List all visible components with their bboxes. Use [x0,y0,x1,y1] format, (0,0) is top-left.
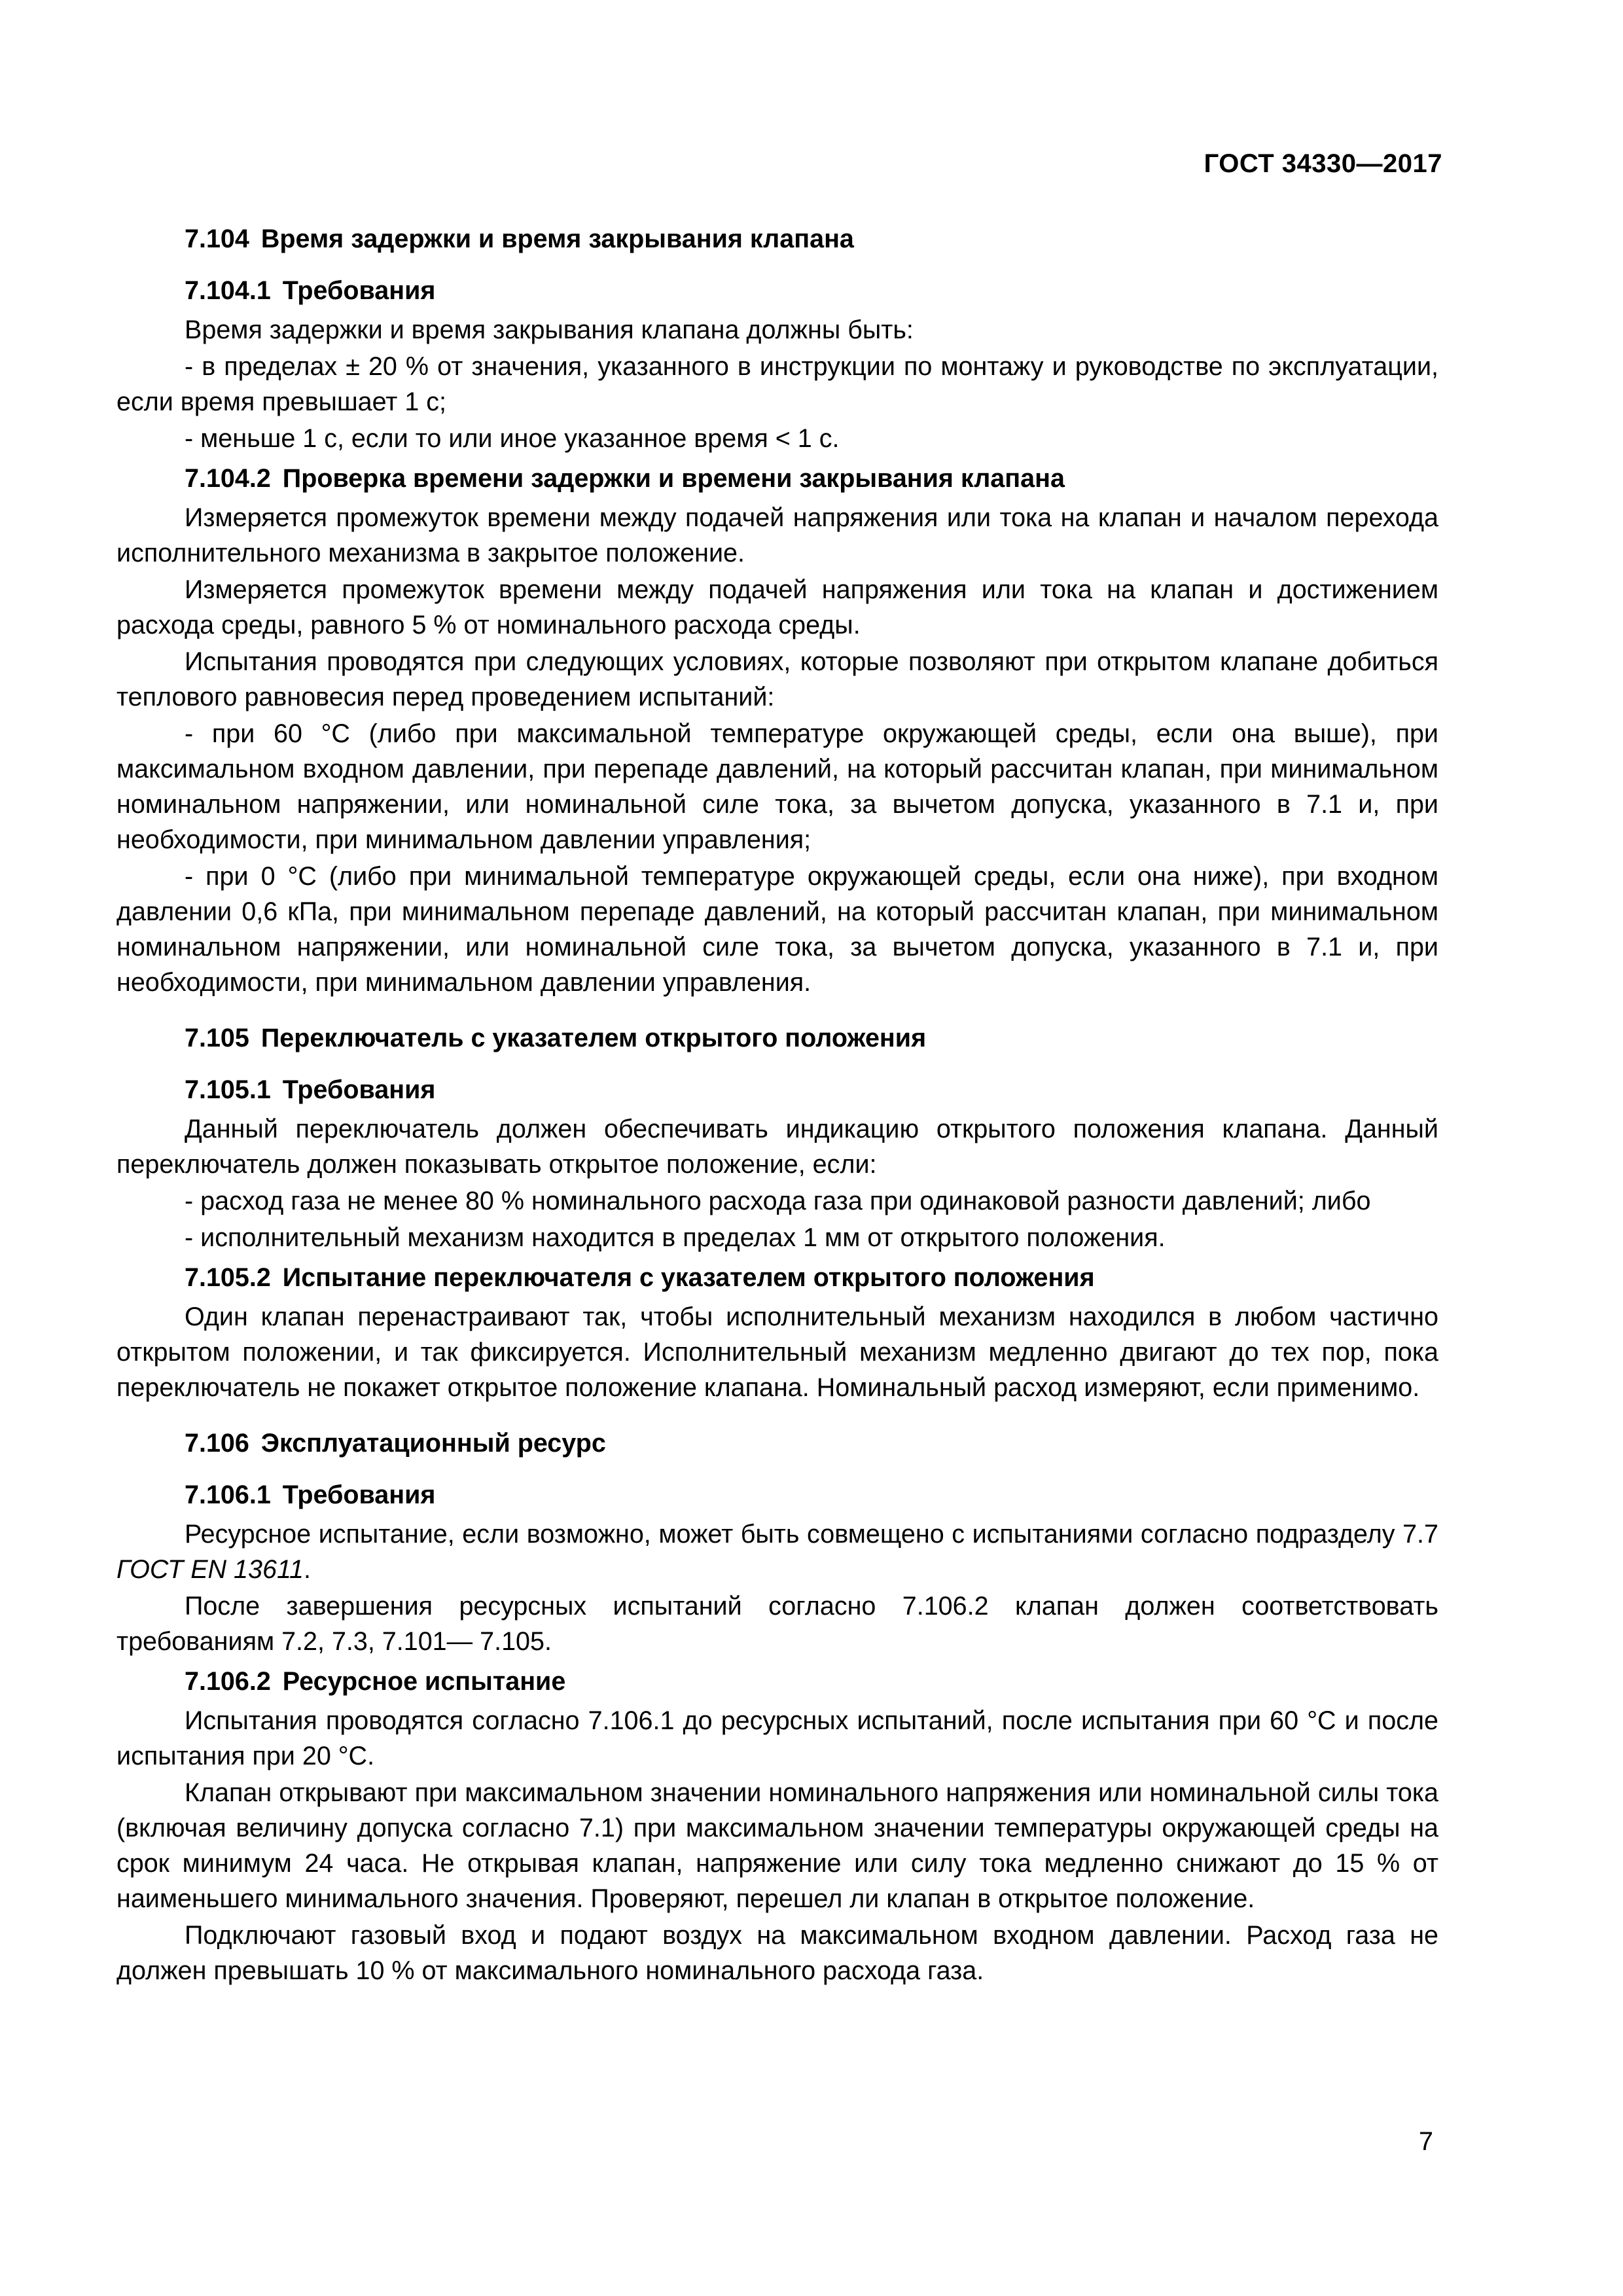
section-number: 7.105 [185,1024,249,1052]
paragraph: - при 60 °С (либо при максимальной температуре окружающей среды, если она выше), при максимальном входном давлении, при перепаде давлений, на который рассчитан клапан, при минимальном номинальном напряжении, или номинальной силе тока, за вычетом допуска, указанного в 7.1 и, при необходимости, при минимальном давлении управления; [116,719,1438,854]
subsection-heading-7-106-1 [116,1477,1438,1513]
paragraph: Данный переключатель должен обеспечивать индикацию открытого положения клапана. Данный переключатель должен показывать открытое положение, если: [116,1115,1438,1179]
paragraph: Испытания проводятся согласно 7.106.1 до ресурсных испытаний, после испытания при 60 °С и после испытания при 20 °С. [116,1706,1438,1770]
document-code-header: ГОСТ 34330—2017 [1204,149,1442,178]
paragraph: Один клапан перенастраивают так, чтобы исполнительный механизм находился в любом частично открытом положении, и так фиксируется. Исполнительный механизм медленно двигают до тех пор, пока переключатель не покажет открытое положение клапана. Номинальный расход измеряют, если применимо. [116,1302,1438,1402]
subsection-title: Требования [282,276,436,305]
section-heading-7-105 [116,1020,1438,1056]
paragraph: После завершения ресурсных испытаний согласно 7.106.2 клапан должен соответствовать требованиям 7.2, 7.3, 7.101— 7.105. [116,1592,1438,1656]
subsection-number: 7.104.2 [185,464,271,493]
subsection-heading-7-105-2 [116,1260,1438,1295]
section-number: 7.106 [185,1429,249,1458]
paragraph: - при 0 °С (либо при минимальной температуре окружающей среды, если она ниже), при входном давлении 0,6 кПа, при минимальном перепаде давлений, на который рассчитан клапан, при минимальном номинальном напряжении, или номинальной силе тока, за вычетом допуска, указанного в 7.1 и, при необходимости, при минимальном давлении управления. [116,862,1438,997]
subsection-title: Требования [282,1480,436,1509]
subsection-heading-7-105-1 [116,1072,1438,1107]
section-title: Переключатель с указателем открытого положения [260,1024,927,1052]
paragraph [116,1516,1438,1587]
subsection-title: Ресурсное испытание [282,1667,566,1696]
subsection-number: 7.106.1 [185,1480,271,1509]
subsection-heading-7-104-1 [116,273,1438,308]
paragraph: Измеряется промежуток времени между подачей напряжения или тока на клапан и достижением расхода среды, равного 5 % от номинального расхода среды. [116,575,1438,639]
paragraph: Время задержки и время закрывания клапана должны быть: [185,315,914,344]
section-title: Время задержки и время закрывания клапана [260,224,854,253]
standard-reference: ГОСТ EN 13611 [116,1555,304,1584]
paragraph: Клапан открывают при максимальном значении номинального напряжения или номинальной силы тока (включая величину допуска согласно 7.1) при максимальном значении температуры окружающей среды на срок минимум 24 часа. Не открывая клапан, напряжение или силу тока медленно снижают до 15 % от наименьшего минимального значения. Проверяют, перешел ли клапан в открытое положение. [116,1778,1438,1913]
paragraph: Измеряется промежуток времени между подачей напряжения или тока на клапан и началом перехода исполнительного механизма в закрытое положение. [116,503,1438,567]
section-title: Эксплуатационный ресурс [260,1429,606,1458]
paragraph: - в пределах ± 20 % от значения, указанного в инструкции по монтажу и руководстве по эксплуатации, если время превышает 1 с; [116,352,1438,416]
subsection-number: 7.104.1 [185,276,271,305]
paragraph: Подключают газовый вход и подают воздух на максимальном входном давлении. Расход газа не должен превышать 10 % от максимального номинального расхода газа. [116,1921,1438,1985]
subsection-title: Требования [282,1075,436,1104]
page-number: 7 [1419,2127,1433,2156]
subsection-number: 7.105.2 [185,1263,271,1292]
subsection-heading-7-106-2 [116,1664,1438,1699]
section-number: 7.104 [185,224,249,253]
subsection-heading-7-104-2 [116,461,1438,496]
document-body [116,221,1438,1990]
paragraph-text: Ресурсное испытание, если возможно, может быть совмещено с испытаниями согласно подразделу 7.7 [185,1520,1438,1549]
paragraph: - меньше 1 с, если то или иное указанное время < 1 с. [185,424,840,453]
section-heading-7-104 [116,221,1438,257]
subsection-title: Испытание переключателя с указателем открытого положения [282,1263,1095,1292]
paragraph: - расход газа не менее 80 % номинального расхода газа при одинаковой разности давлений; либо [185,1187,1371,1215]
subsection-number: 7.106.2 [185,1667,271,1696]
paragraph: Испытания проводятся при следующих условиях, которые позволяют при открытом клапане добиться теплового равновесия перед проведением испытаний: [116,647,1438,711]
section-heading-7-106 [116,1426,1438,1461]
subsection-number: 7.105.1 [185,1075,271,1104]
subsection-title: Проверка времени задержки и времени закрывания клапана [282,464,1065,493]
paragraph: - исполнительный механизм находится в пределах 1 мм от открытого положения. [185,1223,1166,1252]
paragraph-text: . [303,1555,311,1584]
